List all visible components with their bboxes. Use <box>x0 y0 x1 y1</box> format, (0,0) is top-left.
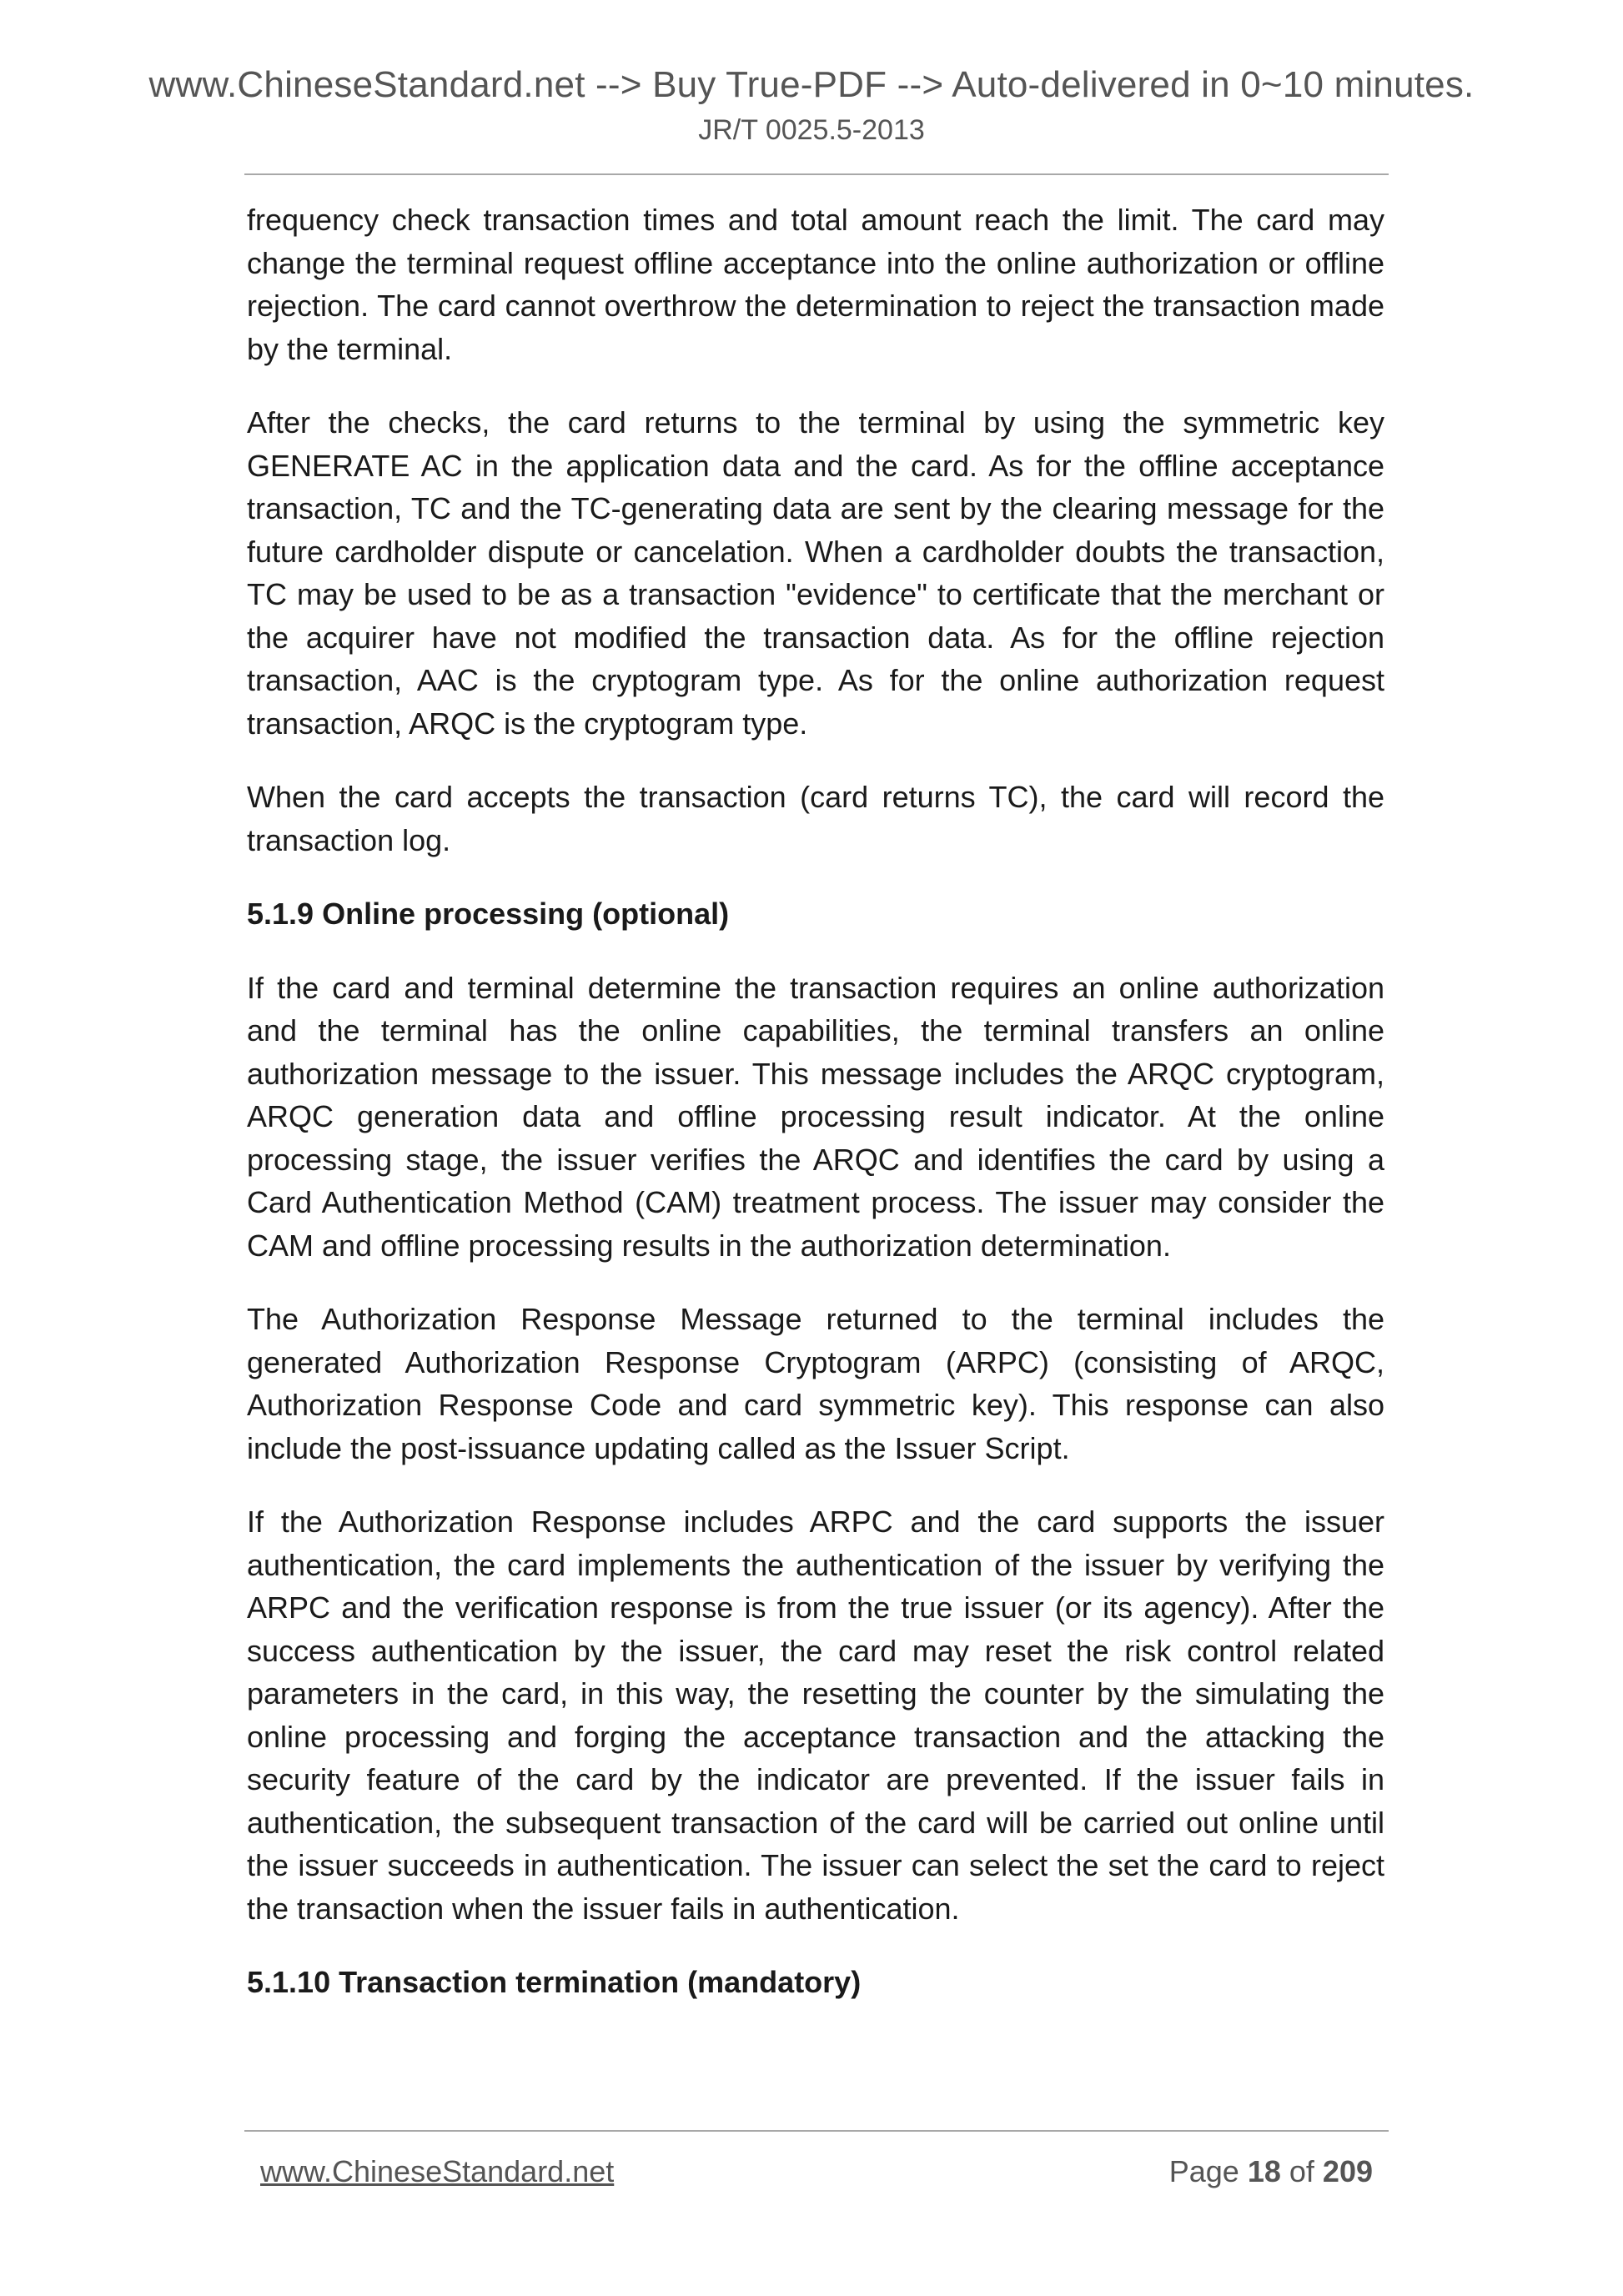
section-heading-transaction-termination: 5.1.10 Transaction termination (mandatory) <box>247 1965 862 1999</box>
document-body <box>247 198 1384 2035</box>
paragraph-frequency-check: frequency check transaction times and total amount reach the limit. The card may change the terminal request offline acceptance into the online authorization or offline rejection. The card cannot overthrow the determination to reject the transaction made by the terminal. <box>247 203 1384 366</box>
footer-site-link[interactable]: www.ChineseStandard.net <box>260 2154 615 2188</box>
paragraph-issuer-authentication: If the Authorization Response includes ARPC and the card supports the issuer authentication, the card implements the authentication of the issuer by verifying the ARPC and the verification response is from the true issuer (or its agency). After the success authentication by the issuer, the card may reset the risk control related parameters in the card, in this way, the resetting the counter by the simulating the online processing and forging the acceptance transaction and the attacking the security feature of the card by the indicator are prevented. If the issuer fails in authentication, the subsequent transaction of the card will be carried out online until the issuer succeeds in authentication. The issuer can select the set the card to reject the transaction when the issuer fails in authentication. <box>247 1505 1384 1926</box>
paragraph-authorization-response: The Authorization Response Message returned to the terminal includes the generated Authorization Response Cryptogram (ARPC) (consisting of ARQC, Authorization Response Code and card symmetric key). This response can also include the post-issuance updating called as the Issuer Script. <box>247 1302 1384 1465</box>
page-indicator <box>1169 2150 1373 2193</box>
paragraph-card-accepts: When the card accepts the transaction (card returns TC), the card will record the transaction log. <box>247 780 1384 857</box>
page-footer <box>0 2150 1623 2193</box>
page-total: 209 <box>1322 2154 1373 2188</box>
page-of: of <box>1289 2154 1314 2188</box>
page-word: Page <box>1168 2154 1239 2188</box>
standard-number: JR/T 0025.5-2013 <box>698 114 925 146</box>
header-banner[interactable]: www.ChineseStandard.net --> Buy True-PDF --> Auto-delivered in 0~10 minutes. <box>148 64 1475 105</box>
paragraph-online-authorization: If the card and terminal determine the transaction requires an online authorization and the terminal has the online capabilities, the terminal transfers an online authorization message to the issuer. This message includes the ARQC cryptogram, ARQC generation data and offline processing result indicator. At the online processing stage, the issuer verifies the ARQC and identifies the card by using a Card Authentication Method (CAM) treatment process. The issuer may consider the CAM and offline processing results in the authorization determination. <box>247 970 1384 1263</box>
page-current: 18 <box>1247 2154 1281 2188</box>
paragraph-after-checks: After the checks, the card returns to the terminal by using the symmetric key GENERATE AC in the application data and the card. As for the offline acceptance transaction, TC and the TC-generating data are sent by the clearing message for the future cardholder dispute or cancelation. When a cardholder doubts the transaction, TC may be used to be as a transaction "evidence" to certificate that the merchant or the acquirer have not modified the transaction data. As for the offline rejection transaction, AAC is the cryptogram type. As for the online authorization request transaction, ARQC is the cryptogram type. <box>247 405 1384 741</box>
page-header <box>0 62 1623 148</box>
section-heading-online-processing: 5.1.9 Online processing (optional) <box>247 897 730 931</box>
header-divider <box>244 173 1389 175</box>
footer-divider <box>244 2130 1389 2132</box>
